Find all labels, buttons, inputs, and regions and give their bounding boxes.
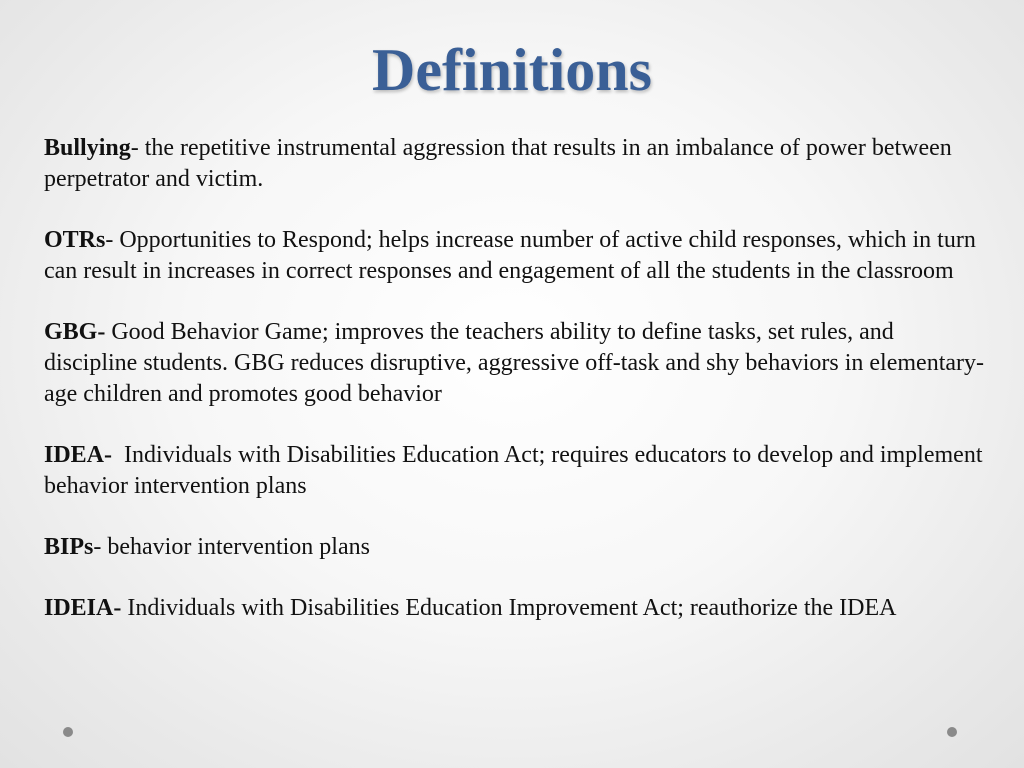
definition-text: Individuals with Disabilities Education Improvement Act; reauthorize the IDEA: [121, 595, 897, 621]
definition-text: - Opportunities to Respond; helps increase number of active child responses, which in turn can result in increases in correct responses and engagement of all the students in the classroom: [44, 227, 976, 284]
definition-term: Bullying: [44, 135, 131, 161]
definition-bullying: [44, 133, 984, 195]
definition-bips: [44, 532, 984, 563]
definition-otrs: [44, 225, 984, 287]
slide-title: Definitions: [371, 37, 653, 103]
definition-term: IDEA-: [44, 442, 113, 468]
definitions-list: [44, 133, 989, 654]
definition-ideia: [44, 593, 984, 624]
definition-text: - the repetitive instrumental aggression that results in an imbalance of power between perpetrator and victim.: [44, 135, 952, 192]
definition-term: GBG-: [44, 319, 106, 345]
definition-term: BIPs: [44, 534, 94, 560]
definition-text: Individuals with Disabilities Education Act; requires educators to develop and implement behavior intervention plans: [44, 442, 989, 499]
definition-term: OTRs: [44, 227, 106, 253]
decorative-dot-right: [947, 727, 957, 737]
definition-text: - behavior intervention plans: [93, 534, 370, 560]
decorative-dot-left: [63, 727, 73, 737]
definition-text: Good Behavior Game; improves the teachers ability to define tasks, set rules, and discipline students. GBG reduces disruptive, aggressive off-task and shy behaviors in elementary-age children and promotes good behavior: [44, 319, 984, 407]
definition-term: IDEIA-: [44, 595, 122, 621]
definition-idea: [44, 440, 989, 502]
definition-gbg: [44, 317, 984, 410]
